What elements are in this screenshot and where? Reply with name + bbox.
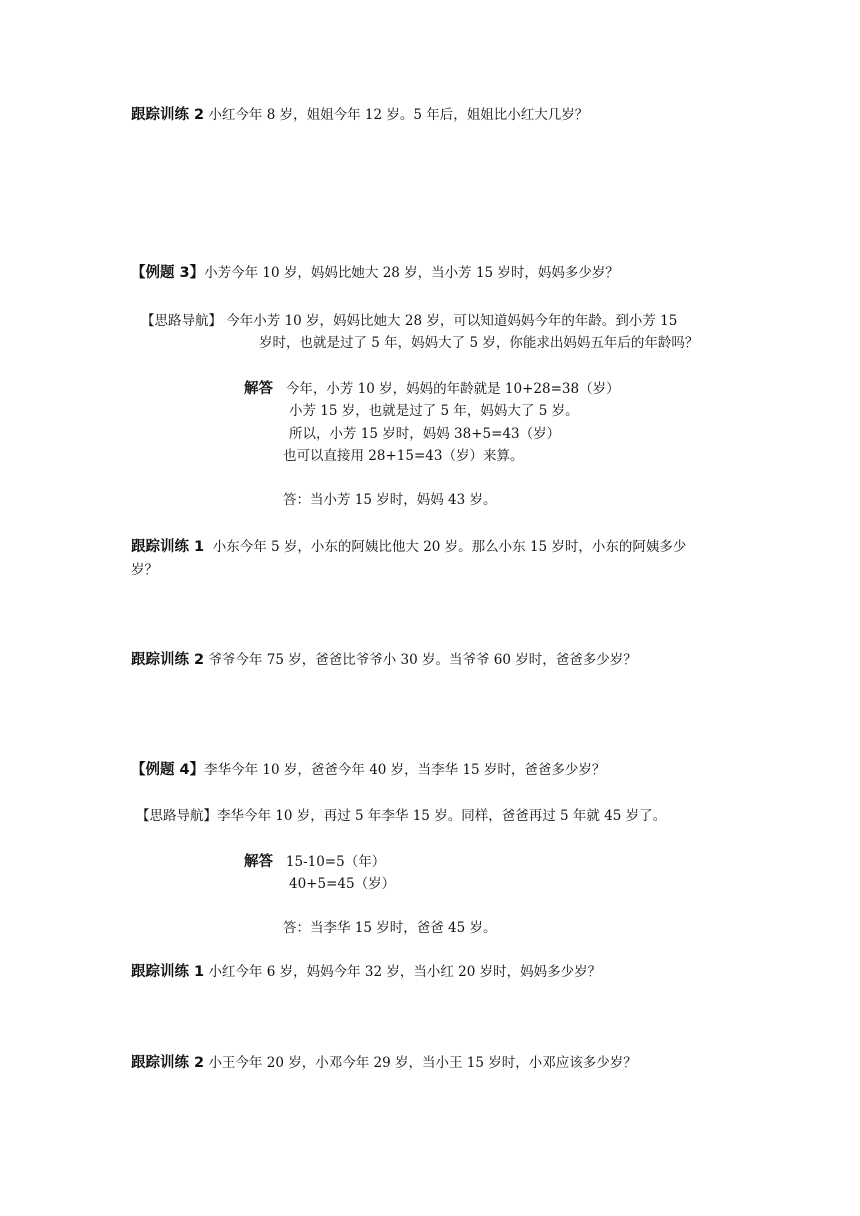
practice-label: 跟踪训练 2 [131,107,205,123]
answer-conclusion: 答：当小芳 15 岁时，妈妈 43 岁。 [283,492,497,508]
problem-text: 小红今年 8 岁，姐姐今年 12 岁。5 年后，姐姐比小红大几岁？ [208,107,589,123]
answer-text: 今年，小芳 10 岁，妈妈的年龄就是 10+28=38（岁） [285,381,620,397]
guide-line [136,806,666,826]
practice-label: 跟踪训练 1 [131,539,205,555]
guide-line: 岁时，也就是过了 5 年，妈妈大了 5 岁，你能求出妈妈五年后的年龄吗？ [259,335,699,351]
example-problem [131,263,619,283]
answer-text: 15-10=5（年） [285,854,386,870]
answer-conclusion: 答：当李华 15 岁时，爸爸 45 岁。 [283,920,497,936]
problem-text-continued: 岁？ [131,562,158,578]
answer-line: 也可以直接用 28+15=43（岁）来算。 [283,448,524,464]
problem-text: 李华今年 10 岁，爸爸今年 40 岁，当李华 15 岁时，爸爸多少岁？ [204,762,606,778]
answer-line: 40+5=45（岁） [289,876,396,892]
answer-line [244,379,620,399]
problem-text: 小王今年 20 岁，小邓今年 29 岁，当小王 15 岁时，小邓应该多少岁？ [208,1055,637,1071]
practice-problem [131,962,601,982]
problem-text: 小东今年 5 岁，小东的阿姨比他大 20 岁。那么小东 15 岁时，小东的阿姨多少 [212,539,687,555]
problem-text: 小芳今年 10 岁，妈妈比她大 28 岁，当小芳 15 岁时，妈妈多少岁？ [204,265,619,281]
practice-problem [131,537,686,557]
answer-label: 解答 [244,854,273,870]
answer-line [244,852,385,872]
practice-label: 跟踪训练 2 [131,1055,205,1071]
practice-problem [131,1053,637,1073]
practice-problem [131,650,637,670]
example-problem [131,760,605,780]
problem-text: 爷爷今年 75 岁，爸爸比爷爷小 30 岁。当爷爷 60 岁时，爸爸多少岁？ [208,652,637,668]
answer-line: 小芳 15 岁，也就是过了 5 年，妈妈大了 5 岁。 [289,403,579,419]
practice-problem [131,105,588,125]
guide-text: 今年小芳 10 岁，妈妈比她大 28 岁，可以知道妈妈今年的年龄。到小芳 15 [226,313,678,329]
example-label: 【例题 4】 [131,762,205,778]
guide-label: 【思路导航】 [136,808,217,824]
guide-line [141,311,677,331]
example-label: 【例题 3】 [131,265,205,281]
answer-line: 所以，小芳 15 岁时，妈妈 38+5=43（岁） [289,426,561,442]
answer-label: 解答 [244,381,273,397]
problem-text: 小红今年 6 岁，妈妈今年 32 岁，当小红 20 岁时，妈妈多少岁？ [208,964,602,980]
practice-label: 跟踪训练 1 [131,964,205,980]
guide-text: 李华今年 10 岁，再过 5 年李华 15 岁。同样，爸爸再过 5 年就 45 岁了。 [217,808,667,824]
practice-label: 跟踪训练 2 [131,652,205,668]
guide-label: 【思路导航】 [141,313,222,329]
